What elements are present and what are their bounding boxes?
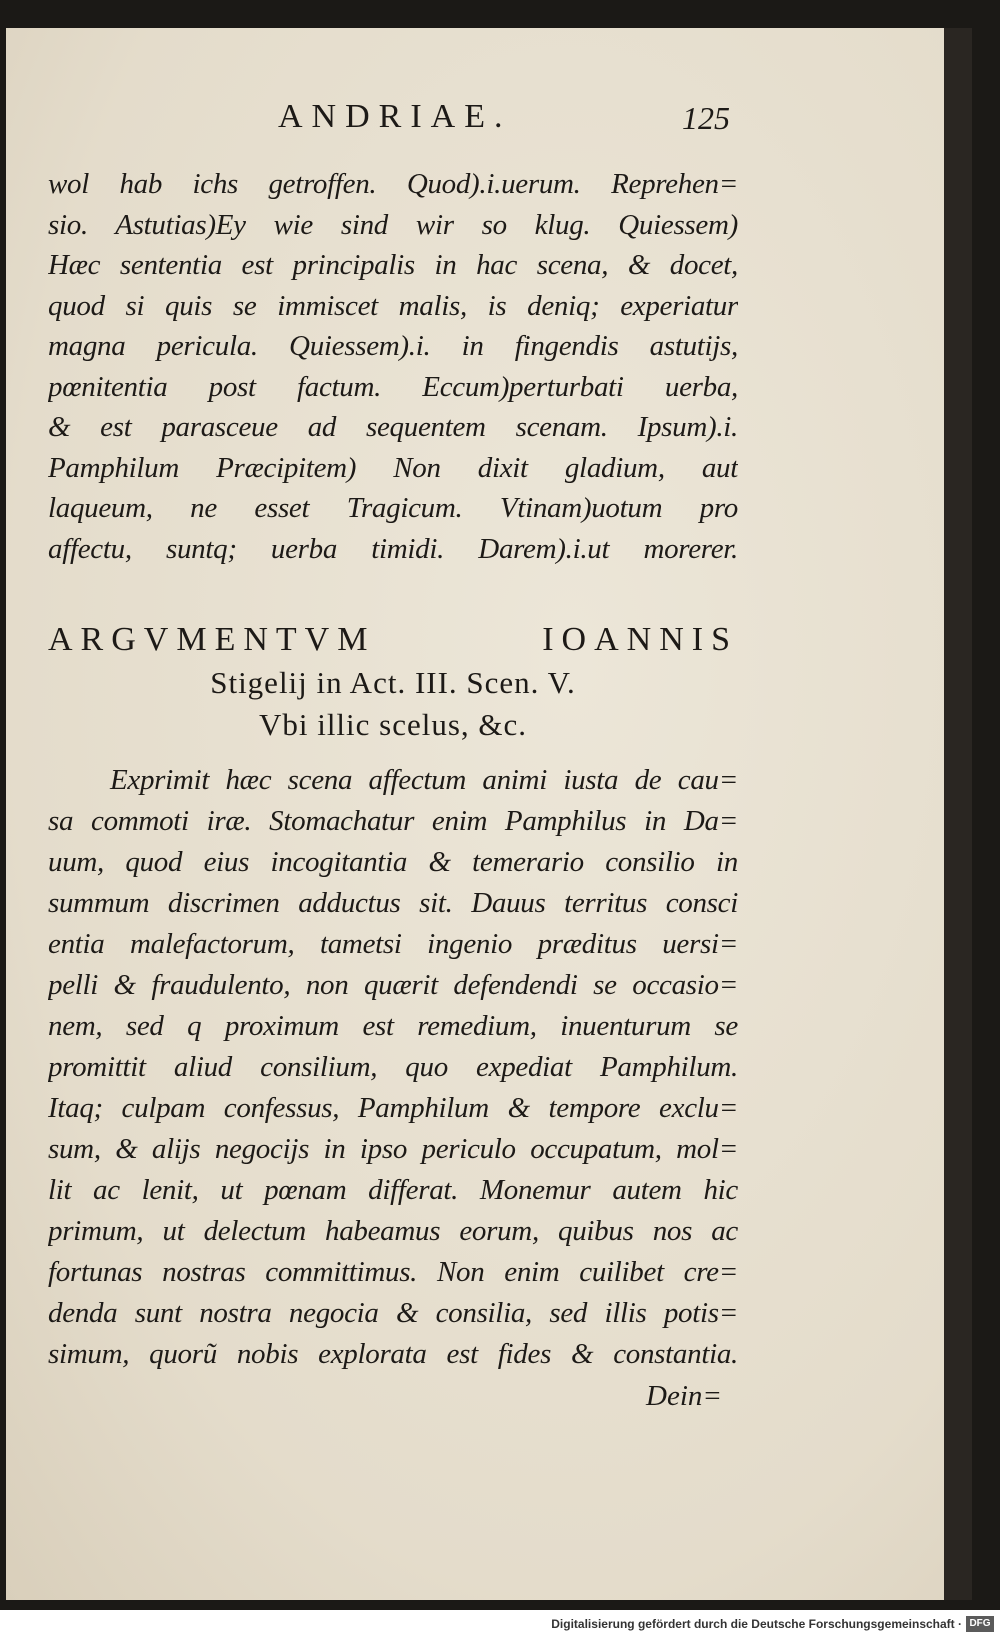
text-line: Itaq; culpam confessus, Pamphilum & tempore exclu= [48,1092,738,1124]
text-line: pœnitentia post factum. Eccum)perturbati uerba, [48,370,738,403]
book-page [6,28,944,1600]
text-line: fortunas nostras committimus. Non enim cuilibet cre= [48,1256,738,1288]
running-head: ANDRIAE. [278,98,512,135]
page-header [6,98,944,148]
argument-heading [48,618,738,746]
text-line: summum discrimen adductus sit. Dauus territus consci [48,887,738,919]
text-line: magna pericula. Quiessem).i. in fingendis astutijs, [48,330,738,362]
text-line: entia malefactorum, tametsi ingenio præditus uersi= [48,928,738,960]
digitization-footer [0,1610,1000,1639]
text-line: lit ac lenit, ut pœnam differat. Monemur autem hic [48,1174,738,1206]
text-line: primum, ut delectum habeamus eorum, quibus nos ac [48,1215,738,1247]
text-line: & est parasceue ad sequentem scenam. Ipsum).i. [48,411,738,443]
dfg-logo-icon: DFG [966,1616,994,1632]
text-line: Hæc sententia est principalis in hac scena, & docet, [48,249,738,281]
argument-heading-line: Vbi illic scelus, &c. [258,707,528,742]
text-line: nem, sed q proximum est remedium, inuenturum se [48,1010,738,1042]
text-line: wol hab ichs getroffen. Quod).i.uerum. Reprehen= [48,168,738,200]
catchword: Dein= [646,1380,722,1412]
text-line: simum, quorũ nobis explorata est fides & constantia. [48,1338,738,1370]
argument-block [48,760,738,1375]
text-line: denda sunt nostra negocia & consilia, sed illis potis= [48,1297,738,1329]
argument-heading-line: ARGVMENTVM IOANNIS [48,621,738,658]
text-line: sio. Astutias)Ey wie sind wir so klug. Quiessem) [48,208,738,241]
text-line: affectu, suntq; uerba timidi. Darem).i.ut morerer. [48,532,738,565]
text-line: promittit aliud consilium, quo expediat Pamphilum. [48,1051,738,1083]
commentary-block [48,164,738,569]
argument-heading-line: Stigelij in Act. III. Scen. V. [210,665,576,700]
text-line: sa commoti iræ. Stomachatur enim Pamphilus in Da= [48,805,738,837]
text-line: quod si quis se immiscet malis, is deniq; experiatur [48,289,738,322]
text-line: sum, & alijs negocijs in ipso periculo occupatum, mol= [48,1133,738,1165]
text-line: uum, quod eius incogitantia & temerario consilio in [48,846,738,878]
text-line: pelli & fraudulento, non quærit defendendi se occasio= [48,969,738,1001]
page-number: 125 [682,100,730,136]
text-line: laqueum, ne esset Tragicum. Vtinam)uotum pro [48,492,738,524]
text-line: Exprimit hæc scena affectum animi iusta de cau= [110,764,738,796]
text-line: Pamphilum Præcipitem) Non dixit gladium, aut [48,451,738,484]
funding-credit: Digitalisierung gefördert durch die Deutsche Forschungsgemeinschaft · [551,1617,962,1631]
page-edge-shadow [944,28,972,1600]
